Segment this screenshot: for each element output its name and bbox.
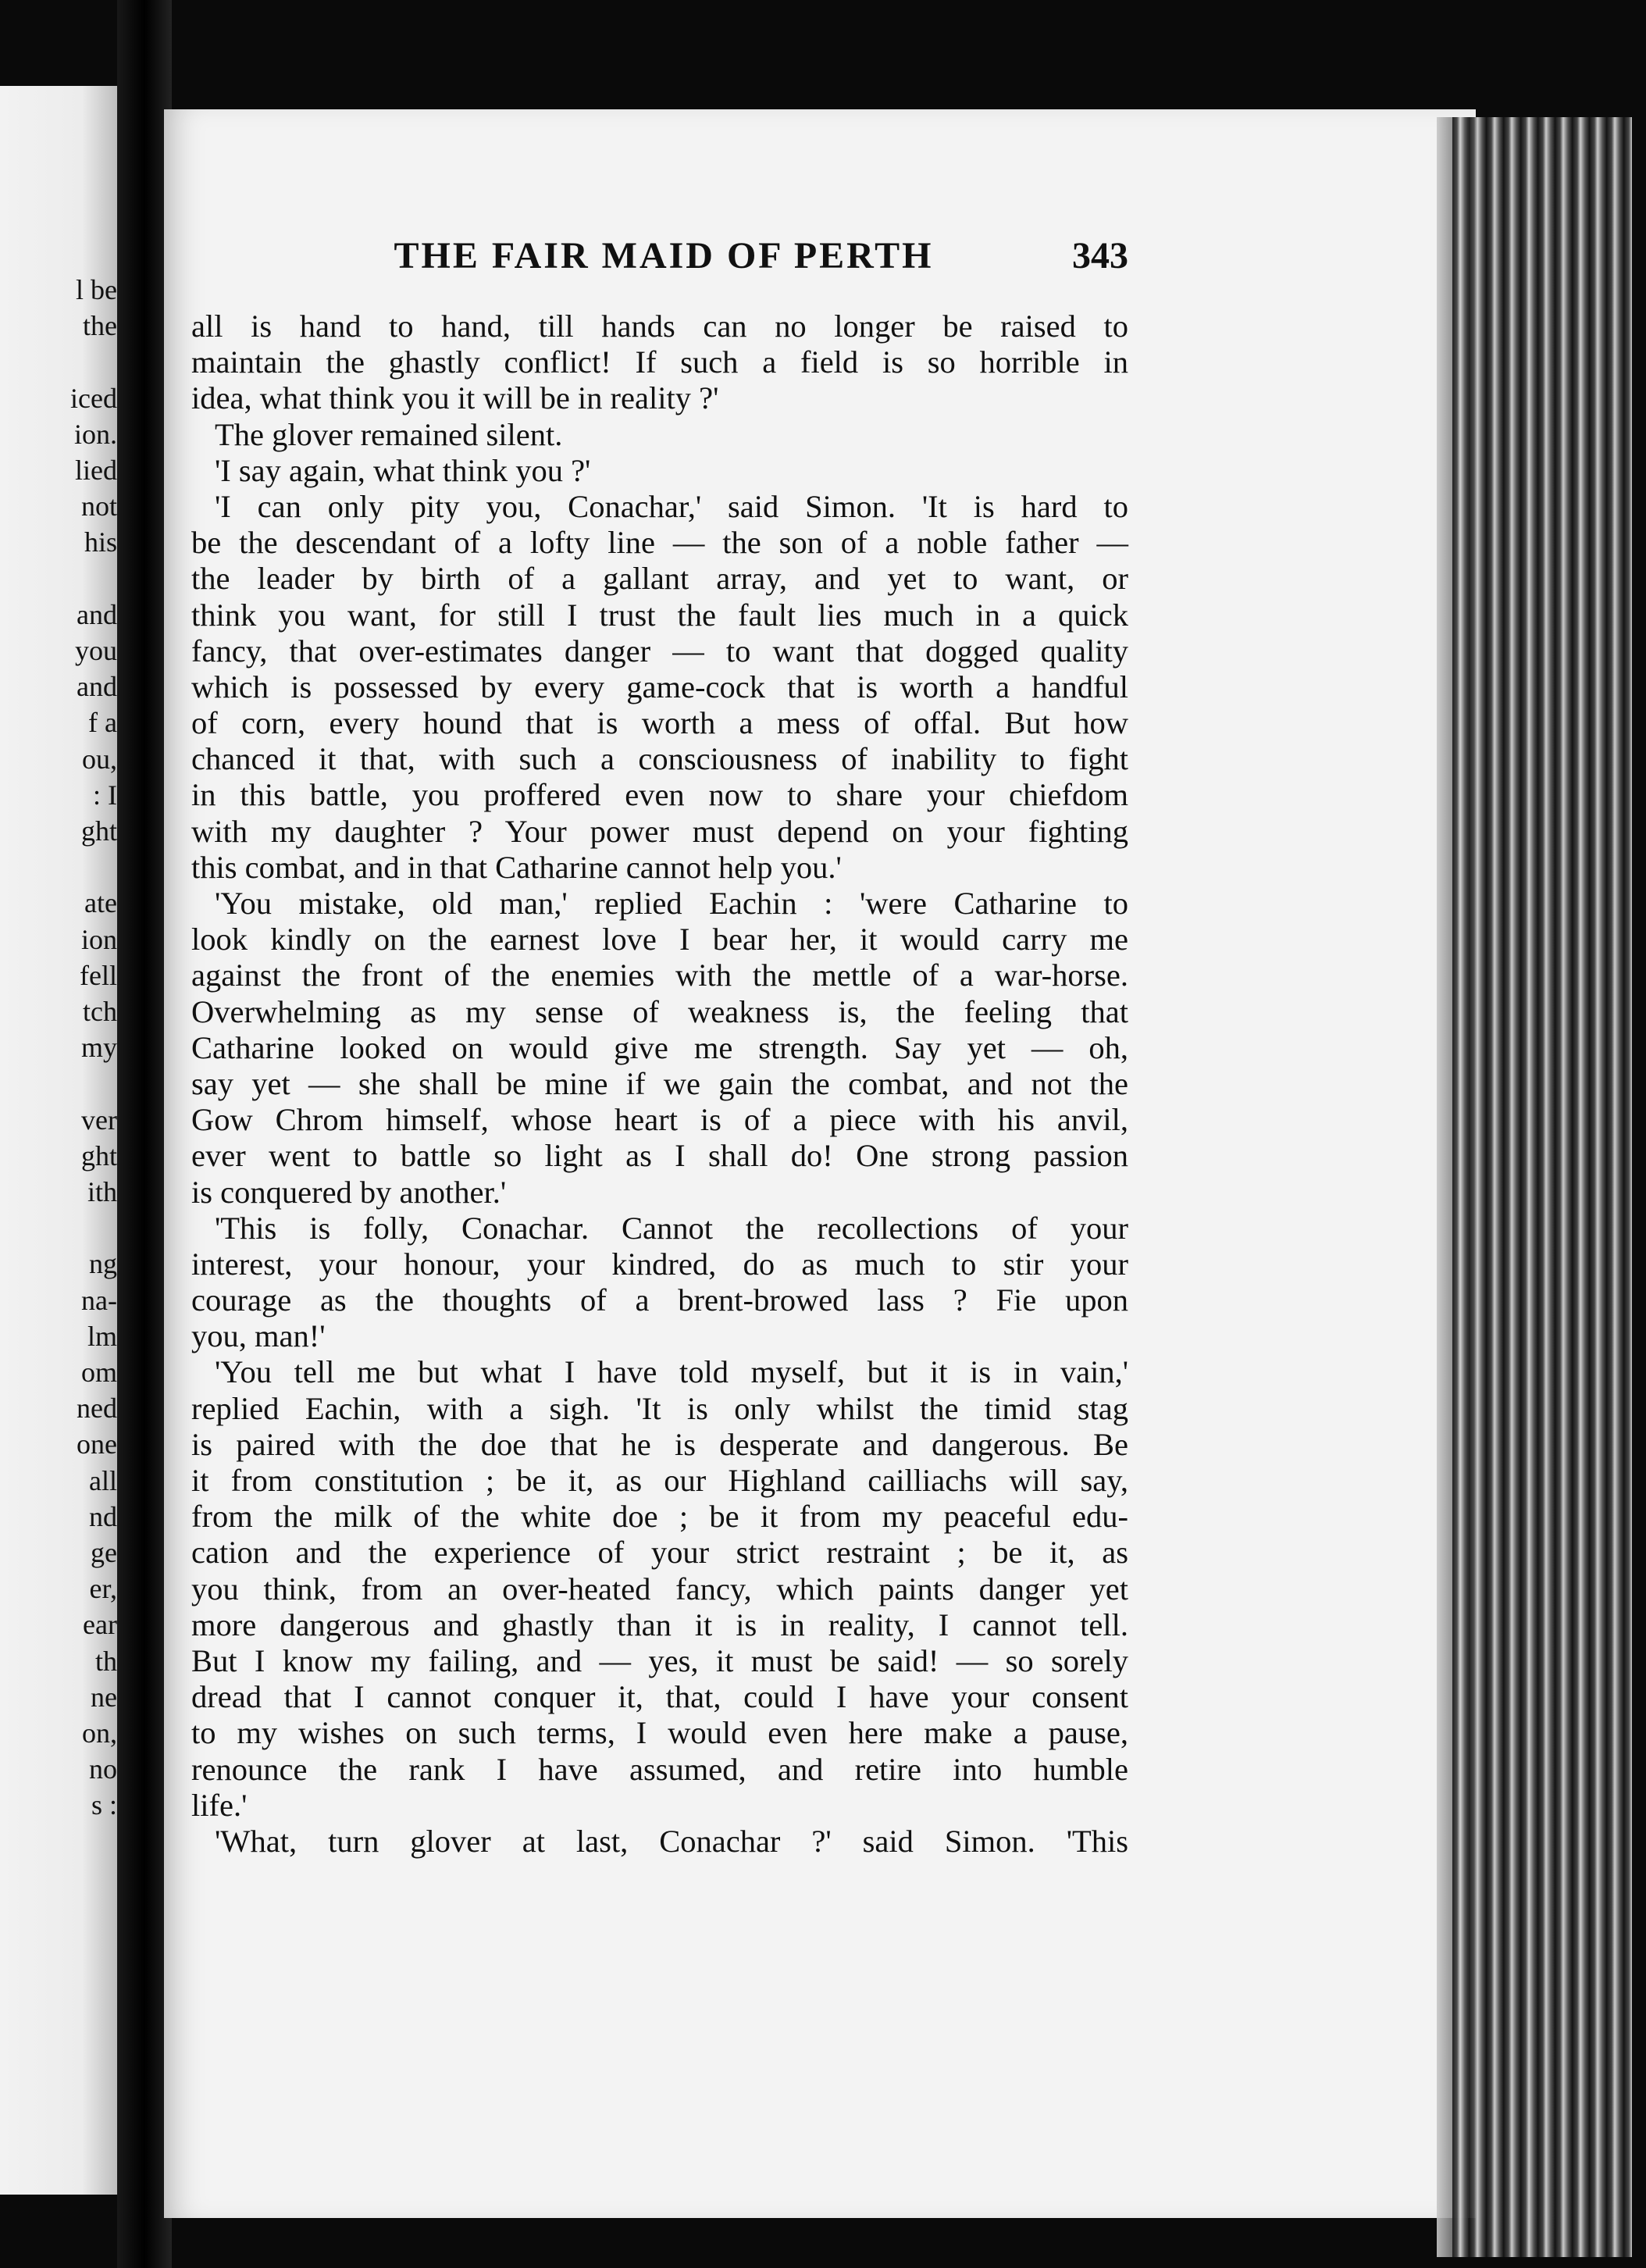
text-line: you, man!' [191,1318,326,1354]
text-line: from the milk of the white doe ; be it from my peaceful edu- [191,1499,1128,1535]
text-line: dread that I cannot conquer it, that, could I have your consent [191,1679,1128,1715]
text-line: you think, from an over-heated fancy, which paints danger yet [191,1571,1128,1606]
text-line: the leader by birth of a gallant array, and yet to want, or [191,561,1128,597]
previous-page-line: ith [87,1176,117,1207]
previous-page-line: er, [89,1573,117,1605]
previous-page-line: ght [80,815,117,847]
previous-page-line: ne [91,1681,117,1713]
text-line: look kindly on the earnest love I bear her, it would carry me [191,922,1128,957]
previous-page-line: you [75,635,117,666]
text-line: chanced it that, with such a consciousness of inability to fight [191,741,1128,777]
previous-page-line: ate [84,887,117,919]
text-line: Catharine looked on would give me strength. Say yet — oh, [191,1029,1128,1065]
previous-page-line: fell [80,959,117,991]
previous-page-line: om [80,1357,117,1388]
previous-page-line: l be [76,274,117,305]
previous-page-line: th [94,1645,117,1677]
previous-page-line: ou, [82,743,117,775]
text-line: to my wishes on such terms, I would even here make a pause, [191,1715,1128,1751]
previous-page-line: ng [89,1248,117,1280]
text-line: life.' [191,1787,248,1823]
previous-page-line: his [84,526,117,558]
text-line: 'I say again, what think you ?' [215,452,591,488]
text-line: against the front of the enemies with the mettle of a war-horse. [191,957,1128,993]
previous-page-line: lied [75,455,117,486]
text-line: is conquered by another.' [191,1174,507,1210]
text-line: replied Eachin, with a sigh. 'It is only whilst the timid stag [191,1390,1128,1426]
text-line: Gow Chrom himself, whose heart is of a piece with his anvil, [191,1102,1128,1138]
page-number: 343 [1072,235,1128,276]
previous-page-line: ion [80,923,117,955]
previous-page-line: my [80,1032,117,1064]
previous-page-line: all [89,1464,117,1496]
text-line: Overwhelming as my sense of weakness is, the feeling that [191,993,1128,1029]
previous-page-line: no [89,1753,117,1785]
previous-page-line: na- [81,1284,117,1316]
previous-page-line: not [80,490,117,522]
previous-page-line: f a [88,707,117,739]
text-line: this combat, and in that Catharine cannot help you.' [191,849,842,885]
previous-page-line: ver [81,1104,117,1136]
previous-page-line: s : [91,1789,117,1821]
text-line: say yet — she shall be mine if we gain the combat, and not the [191,1065,1128,1101]
previous-page-line: lm [87,1320,117,1352]
text-line: in this battle, you proffered even now to share your chiefdom [191,777,1128,813]
text-line: is paired with the doe that he is desperate and dangerous. Be [191,1426,1128,1462]
previous-page-line: on, [82,1717,117,1749]
previous-page-line: : I [93,779,117,811]
text-line: The glover remained silent. [215,416,563,452]
previous-page-line: and [77,671,117,703]
text-line: 'This is folly, Conachar. Cannot the recollections of your [215,1210,1128,1246]
text-line: maintain the ghastly conflict! If such a field is so horrible in [191,344,1128,380]
previous-page-line: one [77,1428,117,1460]
page-stack-edge [1452,117,1632,2257]
text-line: courage as the thoughts of a brent-browed lass ? Fie upon [191,1282,1128,1318]
text-line: fancy, that over-estimates danger — to want that dogged quality [191,633,1128,669]
text-line: all is hand to hand, till hands can no longer be raised to [191,308,1128,344]
text-line: 'You mistake, old man,' replied Eachin : 'were Catharine to [215,886,1128,921]
body-text [191,308,1128,1860]
text-line: ever went to battle so light as I shall do! One strong passion [191,1138,1128,1174]
running-head-title: THE FAIR MAID OF PERTH [394,235,934,276]
previous-page-line: and [77,598,117,630]
text-line: renounce the rank I have assumed, and retire into humble [191,1751,1128,1787]
text-line: it from constitution ; be it, as our Highland cailliachs will say, [191,1463,1128,1498]
text-line: which is possessed by every game-cock that is worth a handful [191,669,1128,704]
previous-page-line: ear [83,1609,117,1641]
text-line: 'What, turn glover at last, Conachar ?' said Simon. 'This [215,1823,1128,1859]
previous-page-line: ght [80,1139,117,1171]
text-line: think you want, for still I trust the fault lies much in a quick [191,597,1128,633]
text-line: be the descendant of a lofty line — the son of a noble father — [191,525,1128,561]
text-line: But I know my failing, and — yes, it must be said! — so sorely [191,1642,1128,1678]
text-line: interest, your honour, your kindred, do as much to stir your [191,1246,1128,1282]
previous-page-line: ge [91,1537,117,1568]
previous-page-line: ned [77,1393,117,1425]
previous-page-line: nd [89,1500,117,1532]
previous-page-line: ion. [73,418,117,450]
previous-page-line: the [83,310,117,342]
text-line: more dangerous and ghastly than it is in reality, I cannot tell. [191,1606,1128,1642]
previous-page-line: tch [83,996,117,1027]
text-line: 'I can only pity you, Conachar,' said Simon. 'It is hard to [215,488,1128,524]
text-line: cation and the experience of your strict restraint ; be it, as [191,1535,1128,1571]
previous-page-line: iced [70,382,117,414]
text-line: of corn, every hound that is worth a mess of offal. But how [191,705,1128,741]
text-line: idea, what think you it will be in reality ?' [191,380,719,416]
text-line: 'You tell me but what I have told myself, but it is in vain,' [215,1354,1128,1390]
text-line: with my daughter ? Your power must depend on your fighting [191,813,1128,849]
